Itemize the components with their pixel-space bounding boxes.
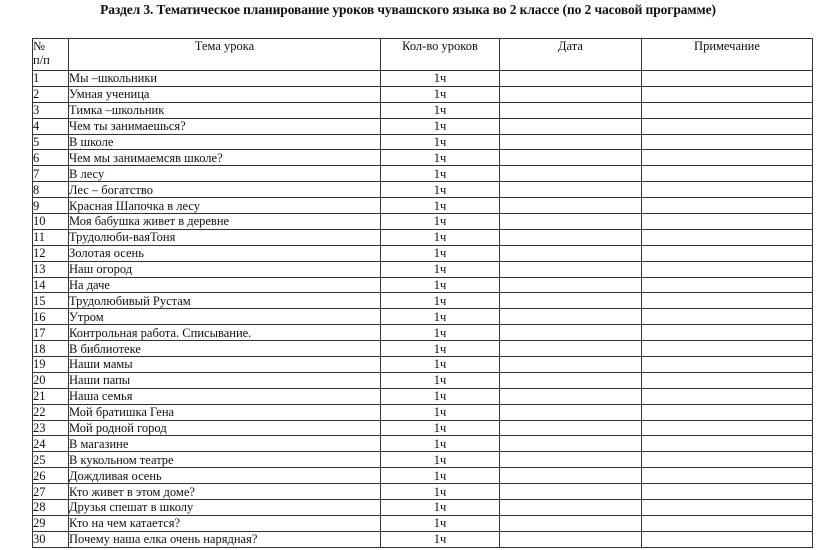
row-topic-cell: Мой братишка Гена bbox=[69, 404, 381, 420]
lesson-plan-table bbox=[32, 38, 813, 548]
row-date-cell bbox=[500, 214, 642, 230]
row-date-cell bbox=[500, 357, 642, 373]
table-row bbox=[33, 341, 813, 357]
table-row bbox=[33, 357, 813, 373]
row-note-cell bbox=[642, 182, 813, 198]
row-number-cell: 27 bbox=[33, 484, 69, 500]
row-note-cell bbox=[642, 404, 813, 420]
column-header-number-line1: № bbox=[33, 39, 45, 53]
row-lesson-count-cell: 1ч bbox=[381, 436, 500, 452]
row-date-cell bbox=[500, 452, 642, 468]
document-title: Раздел 3. Тематическое планирование уроков чувашского языка во 2 классе (по 2 часовой программе) bbox=[100, 2, 716, 17]
row-date-cell bbox=[500, 150, 642, 166]
row-topic-cell: Дождливая осень bbox=[69, 468, 381, 484]
table-body bbox=[33, 71, 813, 548]
row-lesson-count-cell: 1ч bbox=[381, 245, 500, 261]
row-topic-cell: Почему наша елка очень нарядная? bbox=[69, 531, 381, 547]
row-number-cell: 10 bbox=[33, 214, 69, 230]
row-date-cell bbox=[500, 102, 642, 118]
row-lesson-count-cell: 1ч bbox=[381, 325, 500, 341]
table-row bbox=[33, 309, 813, 325]
row-note-cell bbox=[642, 484, 813, 500]
row-number-cell: 19 bbox=[33, 357, 69, 373]
row-note-cell bbox=[642, 214, 813, 230]
table-row bbox=[33, 118, 813, 134]
table-row bbox=[33, 484, 813, 500]
column-header-number bbox=[33, 39, 69, 71]
row-note-cell bbox=[642, 420, 813, 436]
row-lesson-count-cell: 1ч bbox=[381, 182, 500, 198]
column-header-lesson-count: Кол-во уроков bbox=[381, 39, 500, 71]
row-note-cell bbox=[642, 166, 813, 182]
row-lesson-count-cell: 1ч bbox=[381, 309, 500, 325]
row-number-cell: 20 bbox=[33, 372, 69, 388]
row-note-cell bbox=[642, 277, 813, 293]
row-note-cell bbox=[642, 86, 813, 102]
row-date-cell bbox=[500, 261, 642, 277]
row-number-cell: 11 bbox=[33, 229, 69, 245]
row-number-cell: 25 bbox=[33, 452, 69, 468]
row-lesson-count-cell: 1ч bbox=[381, 420, 500, 436]
row-note-cell bbox=[642, 325, 813, 341]
row-lesson-count-cell: 1ч bbox=[381, 468, 500, 484]
row-date-cell bbox=[500, 325, 642, 341]
row-topic-cell: Умная ученица bbox=[69, 86, 381, 102]
row-date-cell bbox=[500, 468, 642, 484]
row-lesson-count-cell: 1ч bbox=[381, 293, 500, 309]
table-header-row bbox=[33, 39, 813, 71]
row-date-cell bbox=[500, 404, 642, 420]
table-row bbox=[33, 71, 813, 87]
row-note-cell bbox=[642, 229, 813, 245]
row-note-cell bbox=[642, 372, 813, 388]
table-row bbox=[33, 404, 813, 420]
row-topic-cell: В лесу bbox=[69, 166, 381, 182]
row-note-cell bbox=[642, 102, 813, 118]
row-topic-cell: Наша семья bbox=[69, 388, 381, 404]
row-number-cell: 18 bbox=[33, 341, 69, 357]
row-topic-cell: Друзья спешат в школу bbox=[69, 500, 381, 516]
row-lesson-count-cell: 1ч bbox=[381, 357, 500, 373]
row-number-cell: 29 bbox=[33, 515, 69, 531]
row-number-cell: 16 bbox=[33, 309, 69, 325]
row-lesson-count-cell: 1ч bbox=[381, 150, 500, 166]
table-row bbox=[33, 293, 813, 309]
row-number-cell: 30 bbox=[33, 531, 69, 547]
row-date-cell bbox=[500, 388, 642, 404]
table-row bbox=[33, 325, 813, 341]
row-lesson-count-cell: 1ч bbox=[381, 277, 500, 293]
table-row bbox=[33, 277, 813, 293]
row-number-cell: 1 bbox=[33, 71, 69, 87]
row-topic-cell: Утром bbox=[69, 309, 381, 325]
row-date-cell bbox=[500, 118, 642, 134]
row-lesson-count-cell: 1ч bbox=[381, 166, 500, 182]
row-note-cell bbox=[642, 245, 813, 261]
row-note-cell bbox=[642, 341, 813, 357]
row-lesson-count-cell: 1ч bbox=[381, 452, 500, 468]
row-lesson-count-cell: 1ч bbox=[381, 515, 500, 531]
row-topic-cell: Трудолюбивый Рустам bbox=[69, 293, 381, 309]
row-topic-cell: Трудолюби-ваяТоня bbox=[69, 229, 381, 245]
row-date-cell bbox=[500, 245, 642, 261]
column-header-date: Дата bbox=[500, 39, 642, 71]
table-row bbox=[33, 388, 813, 404]
row-date-cell bbox=[500, 166, 642, 182]
row-topic-cell: Чем ты занимаешься? bbox=[69, 118, 381, 134]
row-topic-cell: Мы –школьники bbox=[69, 71, 381, 87]
row-lesson-count-cell: 1ч bbox=[381, 118, 500, 134]
table-row bbox=[33, 261, 813, 277]
table-row bbox=[33, 150, 813, 166]
table-row bbox=[33, 245, 813, 261]
row-note-cell bbox=[642, 468, 813, 484]
row-note-cell bbox=[642, 118, 813, 134]
row-number-cell: 5 bbox=[33, 134, 69, 150]
row-number-cell: 13 bbox=[33, 261, 69, 277]
row-number-cell: 3 bbox=[33, 102, 69, 118]
row-note-cell bbox=[642, 357, 813, 373]
row-date-cell bbox=[500, 372, 642, 388]
table-row bbox=[33, 214, 813, 230]
row-date-cell bbox=[500, 515, 642, 531]
row-topic-cell: Золотая осень bbox=[69, 245, 381, 261]
row-topic-cell: В магазине bbox=[69, 436, 381, 452]
table-row bbox=[33, 515, 813, 531]
row-number-cell: 26 bbox=[33, 468, 69, 484]
row-topic-cell: Наш огород bbox=[69, 261, 381, 277]
row-date-cell bbox=[500, 293, 642, 309]
row-number-cell: 21 bbox=[33, 388, 69, 404]
row-topic-cell: На даче bbox=[69, 277, 381, 293]
row-date-cell bbox=[500, 198, 642, 214]
row-topic-cell: Лес – богатство bbox=[69, 182, 381, 198]
row-lesson-count-cell: 1ч bbox=[381, 388, 500, 404]
table-row bbox=[33, 468, 813, 484]
row-note-cell bbox=[642, 436, 813, 452]
row-note-cell bbox=[642, 198, 813, 214]
row-note-cell bbox=[642, 293, 813, 309]
column-header-note: Примечание bbox=[642, 39, 813, 71]
table-row bbox=[33, 102, 813, 118]
table-row bbox=[33, 182, 813, 198]
row-topic-cell: Контрольная работа. Списывание. bbox=[69, 325, 381, 341]
row-note-cell bbox=[642, 150, 813, 166]
row-topic-cell: Красная Шапочка в лесу bbox=[69, 198, 381, 214]
row-note-cell bbox=[642, 388, 813, 404]
row-number-cell: 14 bbox=[33, 277, 69, 293]
row-date-cell bbox=[500, 341, 642, 357]
row-number-cell: 9 bbox=[33, 198, 69, 214]
row-note-cell bbox=[642, 531, 813, 547]
table-row bbox=[33, 372, 813, 388]
row-note-cell bbox=[642, 309, 813, 325]
table-row bbox=[33, 420, 813, 436]
row-note-cell bbox=[642, 515, 813, 531]
row-number-cell: 12 bbox=[33, 245, 69, 261]
row-lesson-count-cell: 1ч bbox=[381, 102, 500, 118]
row-number-cell: 28 bbox=[33, 500, 69, 516]
row-lesson-count-cell: 1ч bbox=[381, 341, 500, 357]
row-date-cell bbox=[500, 420, 642, 436]
row-lesson-count-cell: 1ч bbox=[381, 531, 500, 547]
row-topic-cell: Мой родной город bbox=[69, 420, 381, 436]
row-date-cell bbox=[500, 500, 642, 516]
row-date-cell bbox=[500, 484, 642, 500]
row-number-cell: 2 bbox=[33, 86, 69, 102]
row-number-cell: 6 bbox=[33, 150, 69, 166]
row-date-cell bbox=[500, 277, 642, 293]
column-header-number-line2: п/п bbox=[33, 53, 50, 67]
row-lesson-count-cell: 1ч bbox=[381, 484, 500, 500]
row-number-cell: 17 bbox=[33, 325, 69, 341]
row-date-cell bbox=[500, 531, 642, 547]
row-lesson-count-cell: 1ч bbox=[381, 500, 500, 516]
row-topic-cell: В библиотеке bbox=[69, 341, 381, 357]
row-lesson-count-cell: 1ч bbox=[381, 214, 500, 230]
row-date-cell bbox=[500, 86, 642, 102]
row-topic-cell: В кукольном театре bbox=[69, 452, 381, 468]
row-lesson-count-cell: 1ч bbox=[381, 134, 500, 150]
row-topic-cell: Тимка –школьник bbox=[69, 102, 381, 118]
row-topic-cell: В школе bbox=[69, 134, 381, 150]
table-row bbox=[33, 229, 813, 245]
row-date-cell bbox=[500, 71, 642, 87]
row-topic-cell: Кто на чем катается? bbox=[69, 515, 381, 531]
table-row bbox=[33, 86, 813, 102]
row-topic-cell: Моя бабушка живет в деревне bbox=[69, 214, 381, 230]
row-date-cell bbox=[500, 134, 642, 150]
table-row bbox=[33, 134, 813, 150]
row-number-cell: 24 bbox=[33, 436, 69, 452]
row-note-cell bbox=[642, 452, 813, 468]
table-row bbox=[33, 452, 813, 468]
table-row bbox=[33, 198, 813, 214]
row-date-cell bbox=[500, 182, 642, 198]
row-number-cell: 22 bbox=[33, 404, 69, 420]
row-number-cell: 15 bbox=[33, 293, 69, 309]
row-lesson-count-cell: 1ч bbox=[381, 198, 500, 214]
row-number-cell: 4 bbox=[33, 118, 69, 134]
table-row bbox=[33, 531, 813, 547]
row-lesson-count-cell: 1ч bbox=[381, 372, 500, 388]
row-number-cell: 23 bbox=[33, 420, 69, 436]
row-lesson-count-cell: 1ч bbox=[381, 261, 500, 277]
row-lesson-count-cell: 1ч bbox=[381, 71, 500, 87]
row-topic-cell: Кто живет в этом доме? bbox=[69, 484, 381, 500]
row-date-cell bbox=[500, 309, 642, 325]
table-row bbox=[33, 436, 813, 452]
row-note-cell bbox=[642, 261, 813, 277]
row-topic-cell: Наши папы bbox=[69, 372, 381, 388]
column-header-topic: Тема урока bbox=[69, 39, 381, 71]
table-row bbox=[33, 500, 813, 516]
row-date-cell bbox=[500, 436, 642, 452]
row-note-cell bbox=[642, 500, 813, 516]
row-topic-cell: Наши мамы bbox=[69, 357, 381, 373]
row-note-cell bbox=[642, 71, 813, 87]
row-topic-cell: Чем мы занимаемсяв школе? bbox=[69, 150, 381, 166]
row-note-cell bbox=[642, 134, 813, 150]
row-number-cell: 7 bbox=[33, 166, 69, 182]
row-lesson-count-cell: 1ч bbox=[381, 404, 500, 420]
row-date-cell bbox=[500, 229, 642, 245]
row-lesson-count-cell: 1ч bbox=[381, 229, 500, 245]
row-lesson-count-cell: 1ч bbox=[381, 86, 500, 102]
table-row bbox=[33, 166, 813, 182]
row-number-cell: 8 bbox=[33, 182, 69, 198]
